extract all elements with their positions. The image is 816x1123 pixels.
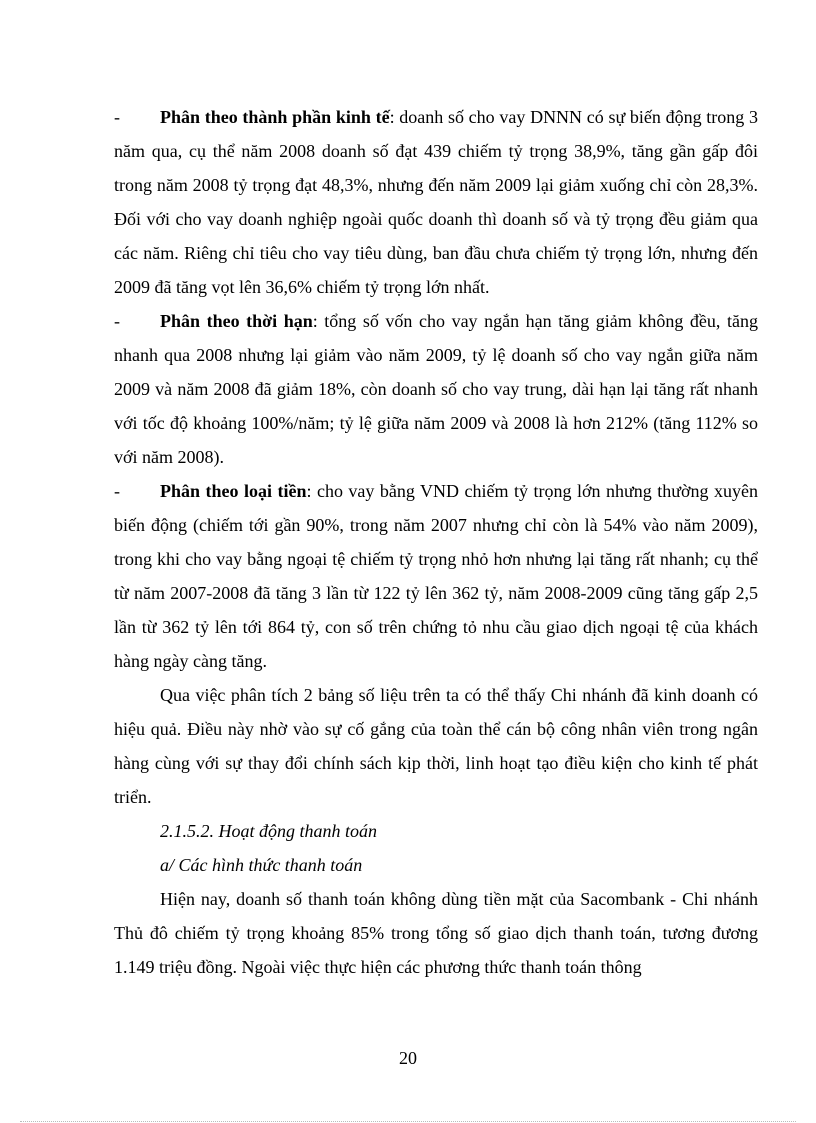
bullet-lead: Phân theo thành phần kinh tế [160, 107, 390, 127]
bullet-paragraph-economic-sector [114, 100, 758, 304]
page-bottom-divider [20, 1121, 796, 1122]
page-number: 20 [399, 1048, 417, 1068]
bullet-paragraph-currency [114, 474, 758, 678]
bullet-dash: - [114, 481, 120, 501]
subsection-heading: a/ Các hình thức thanh toán [160, 855, 363, 875]
bullet-lead: Phân theo thời hạn [160, 311, 313, 331]
summary-paragraph: Qua việc phân tích 2 bảng số liệu trên ta có thể thấy Chi nhánh đã kinh doanh có hiệu quả. Điều này nhờ vào sự cố gắng của toàn thể cán bộ công nhân viên trong ngân hàng cùng với sự thay đổi chính sách kịp thời, linh hoạt tạo điều kiện cho kinh tế phát triển. [114, 685, 758, 807]
bullet-lead: Phân theo loại tiền [160, 481, 307, 501]
document-body [114, 100, 758, 984]
bullet-text: : tổng số vốn cho vay ngắn hạn tăng giảm không đều, tăng nhanh qua 2008 nhưng lại giảm vào năm 2009, tỷ lệ doanh số cho vay ngắn giữa năm 2009 và năm 2008 đã giảm 18%, còn doanh số cho vay trung, dài hạn lại tăng rất nhanh với tốc độ khoảng 100%/năm; tỷ lệ giữa năm 2009 và 2008 là hơn 212% (tăng 112% so với năm 2008). [114, 311, 758, 467]
bullet-text: : cho vay bằng VND chiếm tỷ trọng lớn nhưng thường xuyên biến động (chiếm tới gần 90%, trong năm 2007 nhưng chỉ còn là 54% vào năm 2009), trong khi cho vay bằng ngoại tệ chiếm tỷ trọng nhỏ hơn nhưng lại tăng rất nhanh; cụ thể từ năm 2007-2008 đã tăng 3 lần từ 122 tỷ lên 362 tỷ, năm 2008-2009 cũng tăng gấp 2,5 lần từ 362 tỷ lên tới 864 tỷ, con số trên chứng tỏ nhu cầu giao dịch ngoại tệ của khách hàng ngày càng tăng. [114, 481, 758, 671]
final-paragraph: Hiện nay, doanh số thanh toán không dùng tiền mặt của Sacombank - Chi nhánh Thủ đô chiếm tỷ trọng khoảng 85% trong tổng số giao dịch thanh toán, tương đương 1.149 triệu đồng. Ngoài việc thực hiện các phương thức thanh toán thông [114, 889, 758, 977]
bullet-paragraph-term [114, 304, 758, 474]
section-heading: 2.1.5.2. Hoạt động thanh toán [160, 821, 378, 841]
bullet-text: : doanh số cho vay DNNN có sự biến động trong 3 năm qua, cụ thể năm 2008 doanh số đạt 439 chiếm tỷ trọng 38,9%, tăng gần gấp đôi trong năm 2008 tỷ trọng đạt 48,3%, nhưng đến năm 2009 lại giảm xuống chỉ còn 28,3%. Đối với cho vay doanh nghiệp ngoài quốc doanh thì doanh số và tỷ trọng đều giảm qua các năm. Riêng chỉ tiêu cho vay tiêu dùng, ban đầu chưa chiếm tỷ trọng lớn, nhưng đến 2009 đã tăng vọt lên 36,6% chiếm tỷ trọng lớn nhất. [114, 107, 758, 297]
bullet-dash: - [114, 107, 120, 127]
bullet-dash: - [114, 311, 120, 331]
